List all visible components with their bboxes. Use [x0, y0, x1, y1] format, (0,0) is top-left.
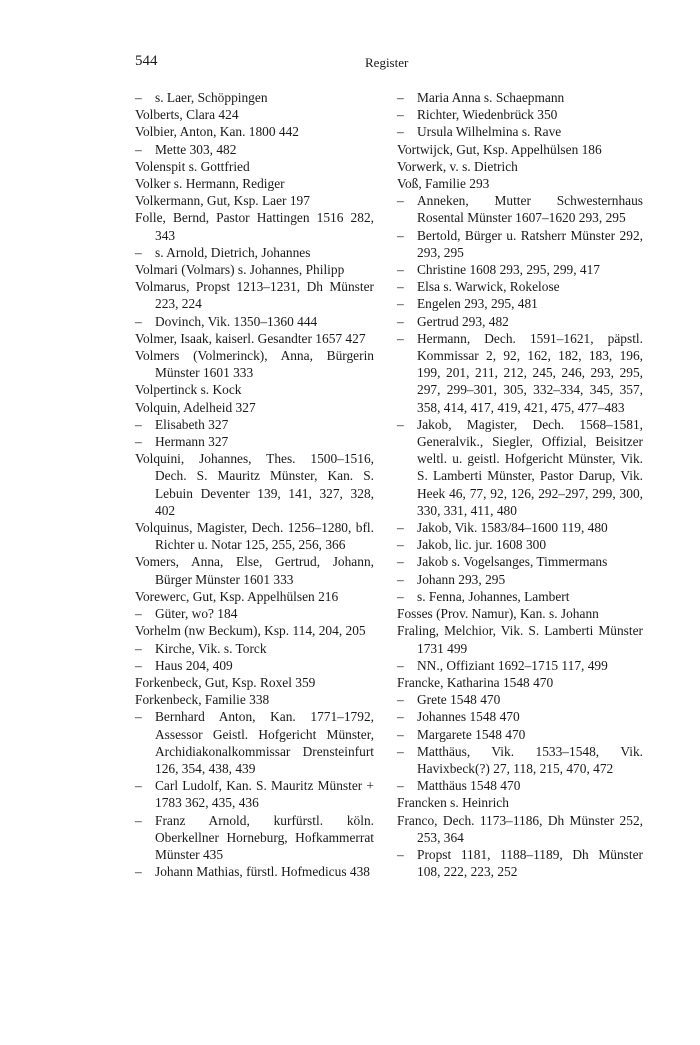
index-subentry: – Jakob, lic. jur. 1608 300: [397, 536, 643, 553]
index-subentry: – Propst 1181, 1188–1189, Dh Münster 108, 222, 223, 252: [397, 846, 643, 880]
index-subentry: – s. Arnold, Dietrich, Johannes: [135, 244, 374, 261]
index-entry: Volmer, Isaak, kaiserl. Gesandter 1657 427: [135, 330, 366, 346]
index-entry: Vortwijck, Gut, Ksp. Appelhülsen 186: [397, 141, 602, 157]
index-entry: Volbier, Anton, Kan. 1800 442: [135, 124, 299, 140]
index-entry: Fosses (Prov. Namur), Kan. s. Johann: [397, 606, 599, 622]
index-subentry: – Richter, Wiedenbrück 350: [397, 106, 643, 123]
index-entry: Francken s. Heinrich: [397, 795, 509, 811]
index-subentry: – Elisabeth 327: [135, 416, 374, 433]
index-entry: Vorwerk, v. s. Dietrich: [397, 158, 518, 174]
index-subentry: – Matthäus, Vik. 1533–1548, Vik. Havixbeck(?) 27, 118, 215, 470, 472: [397, 743, 643, 777]
index-subentry: – Güter, wo? 184: [135, 605, 374, 622]
index-subentry: – Johannes 1548 470: [397, 708, 643, 725]
index-entry: Volmari (Volmars) s. Johannes, Philipp: [135, 262, 345, 278]
index-entry: Vomers, Anna, Else, Gertrud, Johann, Bürger Münster 1601 333: [135, 554, 374, 587]
index-entry: Folle, Bernd, Pastor Hattingen 1516 282, 343: [135, 210, 374, 243]
index-subentry: – Kirche, Vik. s. Torck: [135, 640, 374, 657]
index-entry: Volmarus, Propst 1213–1231, Dh Münster 223, 224: [135, 279, 374, 312]
index-subentry: – Grete 1548 470: [397, 691, 643, 708]
index-subentry: – s. Laer, Schöppingen: [135, 89, 374, 106]
index-entry: Vorhelm (nw Beckum), Ksp. 114, 204, 205: [135, 623, 366, 639]
index-subentry: – Johann Mathias, fürstl. Hofmedicus 438: [135, 863, 374, 880]
index-subentry: – Christine 1608 293, 295, 299, 417: [397, 261, 643, 278]
index-entry: Volker s. Hermann, Rediger: [135, 176, 285, 192]
index-subentry: – Ursula Wilhelmina s. Rave: [397, 123, 643, 140]
running-head: Register: [365, 55, 409, 70]
index-subentry: – Engelen 293, 295, 481: [397, 295, 643, 312]
index-subentry: – Bertold, Bürger u. Ratsherr Münster 292, 293, 295: [397, 227, 643, 261]
index-subentry: – Margarete 1548 470: [397, 726, 643, 743]
index-entry: Volquin, Adelheid 327: [135, 399, 256, 415]
index-entry: Fraling, Melchior, Vik. S. Lamberti Münster 1731 499: [397, 623, 643, 656]
index-subentry: – Jakob s. Vogelsanges, Timmermans: [397, 553, 643, 570]
index-subentry: – Mette 303, 482: [135, 141, 374, 158]
index-entry: Volpertinck s. Kock: [135, 382, 242, 398]
index-subentry: – Maria Anna s. Schaepmann: [397, 89, 643, 106]
index-subentry: – s. Fenna, Johannes, Lambert: [397, 588, 643, 605]
index-entry: Volquinus, Magister, Dech. 1256–1280, bfl. Richter u. Notar 125, 255, 256, 366: [135, 520, 374, 553]
index-subentry: – Matthäus 1548 470: [397, 777, 643, 794]
index-entry: Voß, Familie 293: [397, 176, 490, 192]
index-subentry: – Anneken, Mutter Schwesternhaus Rosental Münster 1607–1620 293, 295: [397, 192, 643, 226]
index-entry: Volmers (Volmerinck), Anna, Bürgerin Münster 1601 333: [135, 348, 374, 381]
index-subentry: – Johann 293, 295: [397, 571, 643, 588]
index-entry: Forkenbeck, Familie 338: [135, 692, 270, 708]
index-subentry: – NN., Offiziant 1692–1715 117, 499: [397, 657, 643, 674]
index-subentry: – Jakob, Magister, Dech. 1568–1581, Generalvik., Siegler, Offizial, Beisitzer weltl. u. geistl. Hofgericht Münster, Vik. S. Lamberti Münster, Pastor Darup, Vik. Heek 46, 77, 92, 126, 292–297, 299, 300, 330, 331, 411, 480: [397, 416, 643, 519]
index-subentry: – Jakob, Vik. 1583/84–1600 119, 480: [397, 519, 643, 536]
index-subentry: – Elsa s. Warwick, Rokelose: [397, 278, 643, 295]
index-entry: Franco, Dech. 1173–1186, Dh Münster 252, 253, 364: [397, 812, 643, 845]
index-subentry: – Gertrud 293, 482: [397, 313, 643, 330]
index-column-left: [135, 89, 374, 880]
index-entry: Volenspit s. Gottfried: [135, 158, 250, 174]
index-subentry: – Franz Arnold, kurfürstl. köln. Oberkellner Horneburg, Hofkammerrat Münster 435: [135, 812, 374, 864]
index-entry: Volquini, Johannes, Thes. 1500–1516, Dech. S. Mauritz Münster, Kan. S. Lebuin Deventer 139, 141, 327, 328, 402: [135, 451, 374, 518]
page-number: 544: [135, 53, 158, 69]
index-entry: Francke, Katharina 1548 470: [397, 674, 554, 690]
index-subentry: – Hermann 327: [135, 433, 374, 450]
index-subentry: – Bernhard Anton, Kan. 1771–1792, Assessor Geistl. Hofgericht Münster, Archidiakonalkommissar Drensteinfurt 126, 354, 438, 439: [135, 708, 374, 777]
index-subentry: – Hermann, Dech. 1591–1621, päpstl. Kommissar 2, 92, 162, 182, 183, 196, 199, 201, 211, 212, 245, 246, 293, 295, 297, 299–301, 305, 332–334, 345, 357, 358, 414, 417, 419, 421, 475, 477–483: [397, 330, 643, 416]
index-entry: Volberts, Clara 424: [135, 107, 239, 123]
index-entry: Volkermann, Gut, Ksp. Laer 197: [135, 193, 310, 209]
index-subentry: – Carl Ludolf, Kan. S. Mauritz Münster + 1783 362, 435, 436: [135, 777, 374, 811]
index-subentry: – Haus 204, 409: [135, 657, 374, 674]
index-subentry: – Dovinch, Vik. 1350–1360 444: [135, 313, 374, 330]
index-entry: Vorewerc, Gut, Ksp. Appelhülsen 216: [135, 588, 339, 604]
index-entry: Forkenbeck, Gut, Ksp. Roxel 359: [135, 674, 316, 690]
index-column-right: [397, 89, 643, 880]
